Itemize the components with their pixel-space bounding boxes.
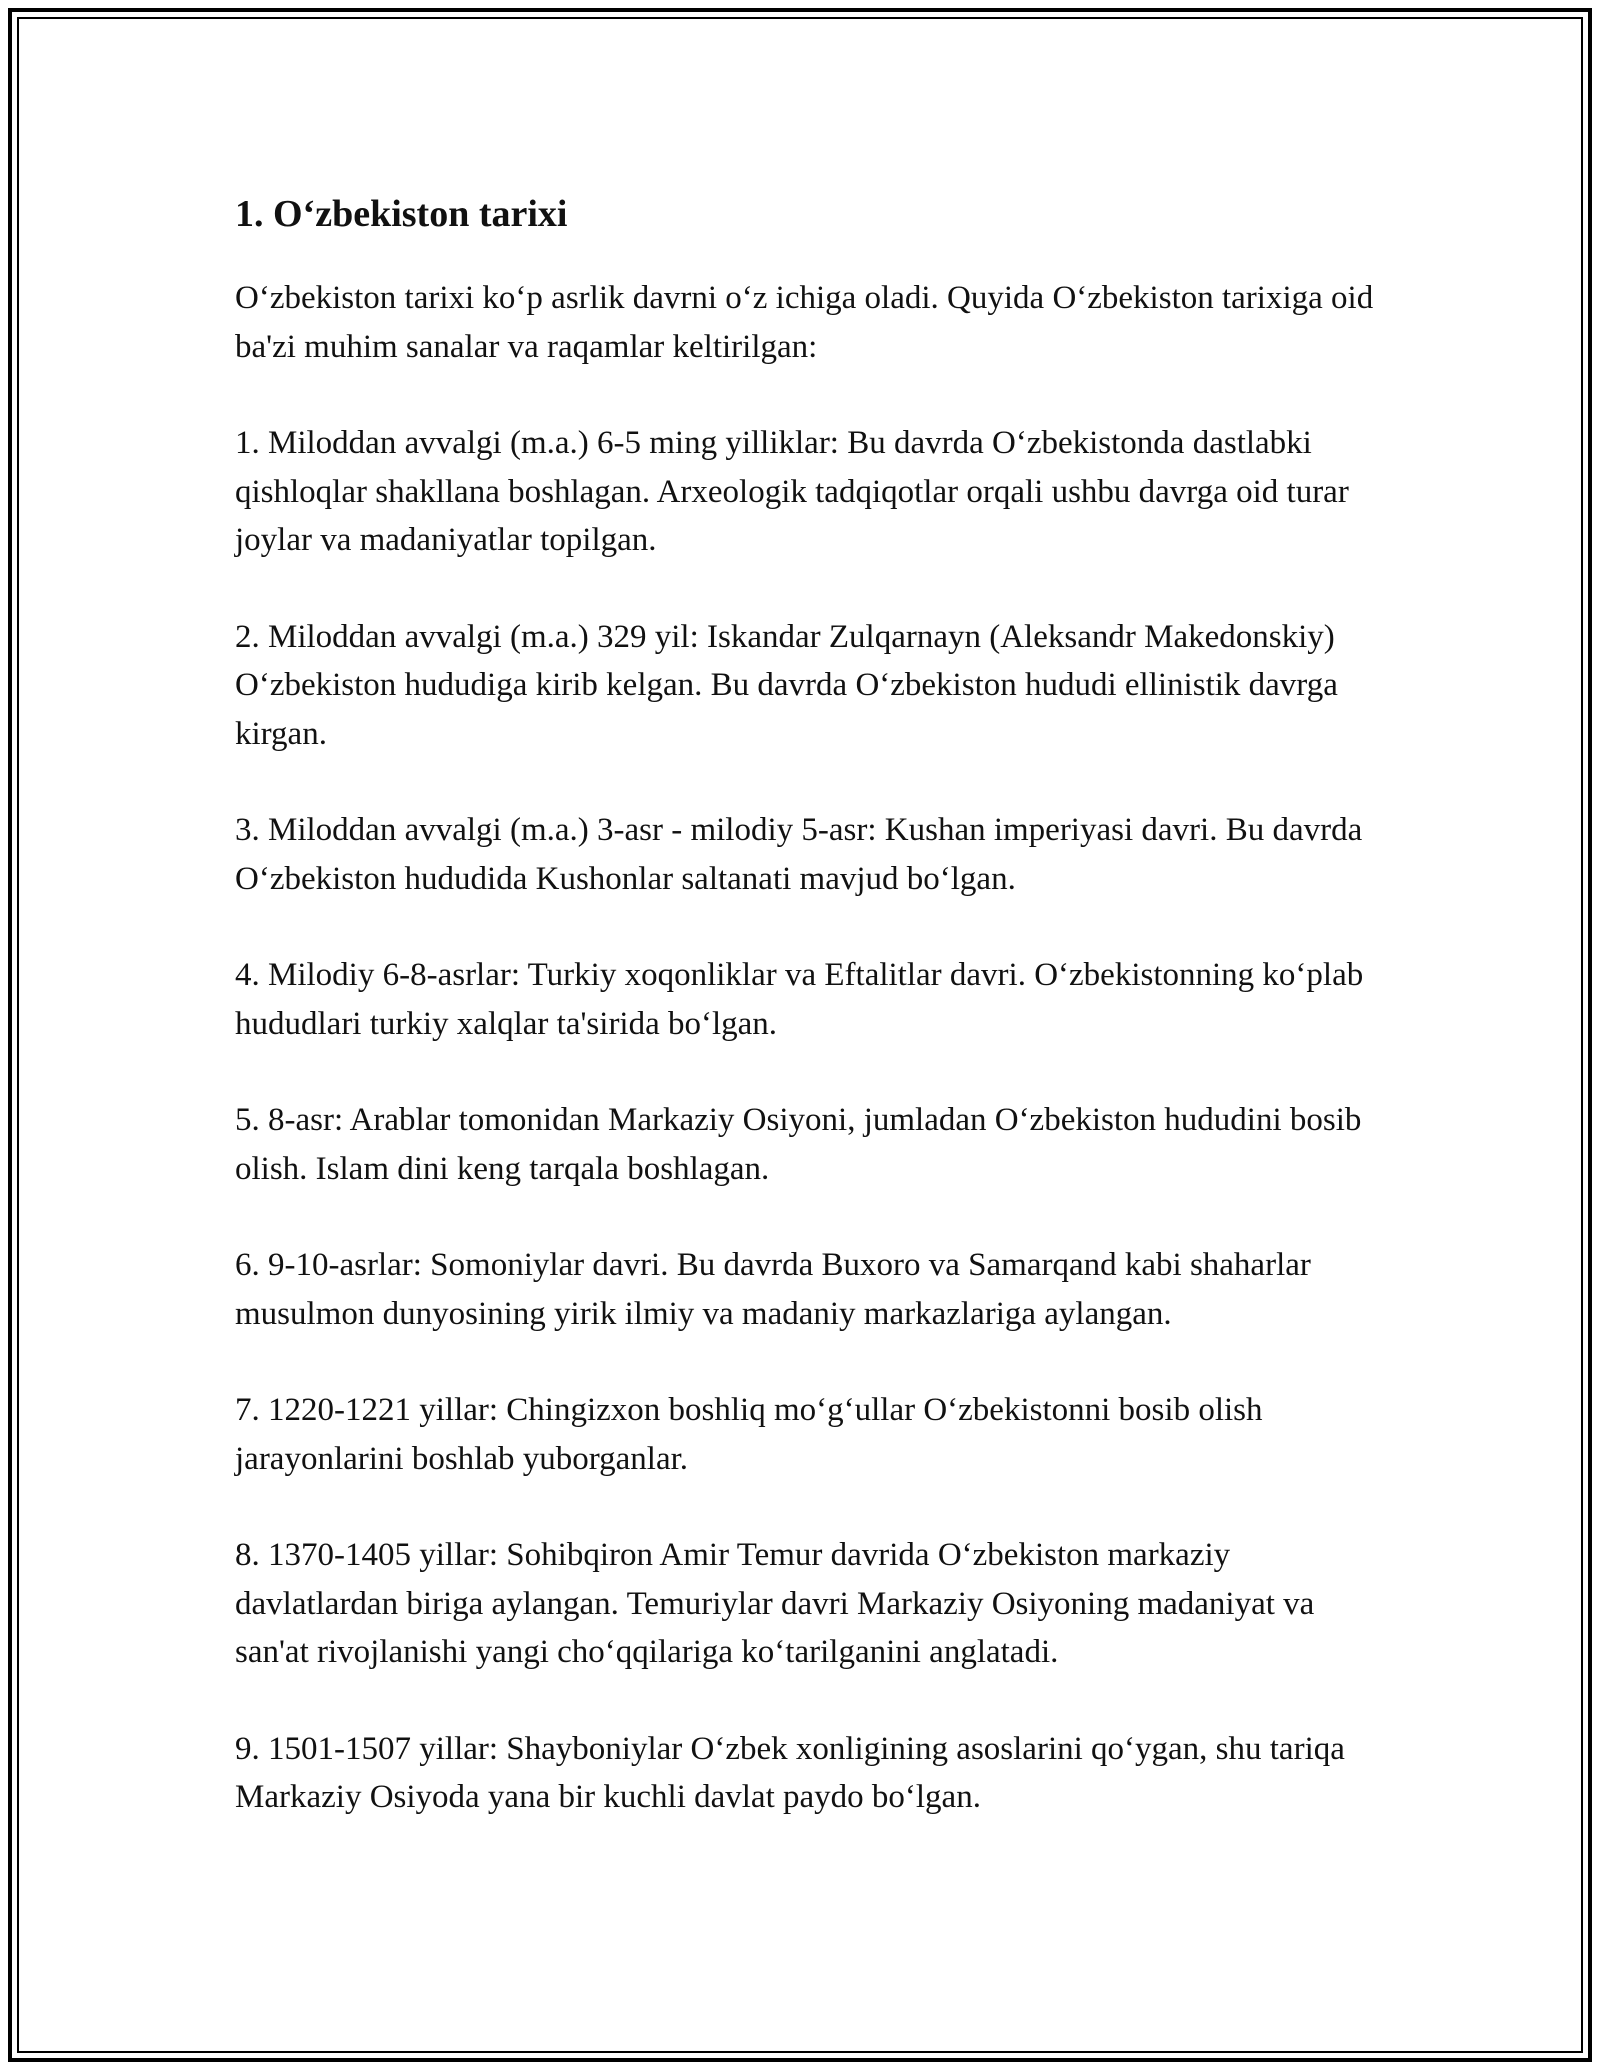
- list-item: 3. Miloddan avvalgi (m.a.) 3-asr - milodiy 5-asr: Kushan imperiyasi davri. Bu davrda O‘zbekiston hududida Kushonlar saltanati mavjud bo‘lgan.: [235, 812, 1363, 897]
- list-item: 2. Miloddan avvalgi (m.a.) 329 yil: Iskandar Zulqarnayn (Aleksandr Makedonskiy) O‘zbekiston hududiga kirib kelgan. Bu davrda O‘zbekiston hududi ellinistik davrga kirgan.: [235, 618, 1338, 752]
- list-item: 6. 9-10-asrlar: Somoniylar davri. Bu davrda Buxoro va Samarqand kabi shaharlar musulmon dunyosining yirik ilmiy va madaniy markazlariga aylangan.: [235, 1247, 1311, 1332]
- document-title: 1. O‘zbekiston tarixi: [235, 193, 568, 235]
- list-item: 8. 1370-1405 yillar: Sohibqiron Amir Temur davrida O‘zbekiston markaziy davlatlardan biriga aylangan. Temuriylar davri Markaziy Osiyoning madaniyat va san'at rivojlanishi yangi cho‘qqilariga ko‘tarilganini anglatadi.: [235, 1537, 1315, 1670]
- list-item: 7. 1220-1221 yillar: Chingizxon boshliq mo‘g‘ullar O‘zbekistonni bosib olish jarayonlarini boshlab yuborganlar.: [235, 1392, 1263, 1477]
- list-item: 4. Milodiy 6-8-asrlar: Turkiy xoqonliklar va Eftalitlar davri. O‘zbekistonning ko‘plab hududlari turkiy xalqlar ta'sirida bo‘lgan.: [235, 957, 1364, 1042]
- list-item: 5. 8-asr: Arablar tomonidan Markaziy Osiyoni, jumladan O‘zbekiston hududini bosib olish. Islam dini keng tarqala boshlagan.: [235, 1102, 1362, 1187]
- list-item: 9. 1501-1507 yillar: Shayboniylar O‘zbek xonligining asoslarini qo‘ygan, shu tariqa Markaziy Osiyoda yana bir kuchli davlat paydo bo‘lgan.: [235, 1730, 1345, 1815]
- list-item: 1. Miloddan avvalgi (m.a.) 6-5 ming yilliklar: Bu davrda O‘zbekistonda dastlabki qishloqlar shakllana boshlagan. Arxeologik tadqiqotlar orqali ushbu davrga oid turar joylar va madaniyatlar topilgan.: [235, 425, 1349, 558]
- document-body: [235, 186, 1385, 1870]
- intro-paragraph: O‘zbekiston tarixi ko‘p asrlik davrni o‘z ichiga oladi. Quyida O‘zbekiston tarixiga oid ba'zi muhim sanalar va raqamlar keltirilgan:: [235, 280, 1374, 365]
